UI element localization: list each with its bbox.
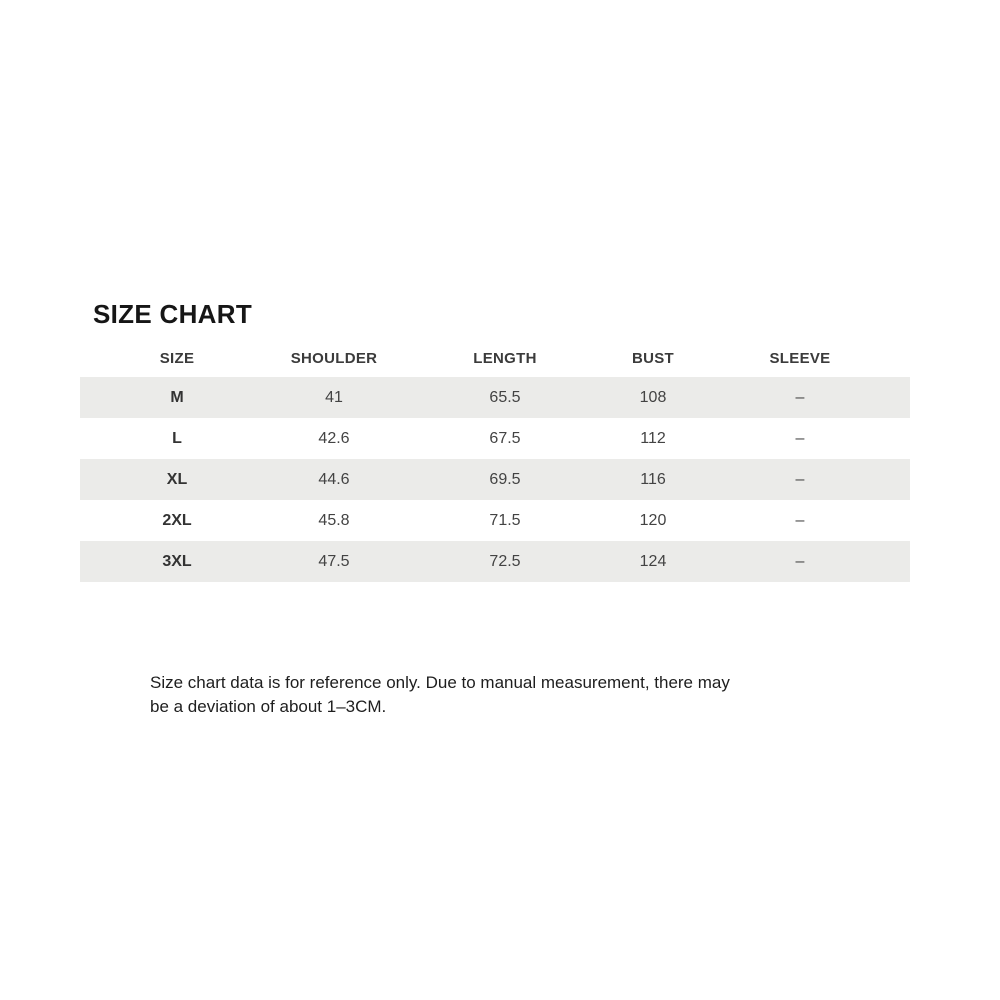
page-title: SIZE CHART [93, 299, 252, 343]
value-cell: 47.5 [318, 552, 350, 570]
size-table-body [80, 377, 910, 582]
column-header: SHOULDER [290, 349, 378, 367]
size-cell: XL [166, 470, 188, 488]
size-table [80, 339, 910, 582]
value-cell: 44.6 [318, 470, 350, 488]
table-row [80, 500, 910, 541]
value-cell: 65.5 [489, 388, 521, 406]
table-row [80, 377, 910, 418]
value-cell: 124 [639, 552, 667, 570]
column-header: SLEEVE [769, 349, 831, 367]
value-cell: – [795, 511, 805, 529]
size-cell: 3XL [162, 552, 192, 570]
size-cell: 2XL [162, 511, 192, 529]
size-table-header-row [80, 339, 910, 377]
size-cell: L [172, 429, 182, 447]
value-cell: 116 [640, 470, 666, 488]
value-cell: 41 [325, 388, 343, 406]
value-cell: 45.8 [318, 511, 350, 529]
value-cell: 67.5 [489, 429, 521, 447]
value-cell: 72.5 [489, 552, 521, 570]
value-cell: 71.5 [489, 511, 521, 529]
value-cell: 120 [639, 511, 667, 529]
value-cell: – [795, 429, 805, 447]
value-cell: – [795, 388, 805, 406]
value-cell: 69.5 [489, 470, 521, 488]
column-header: SIZE [159, 349, 195, 367]
footnote-line-2: be a deviation of about 1–3CM. [150, 697, 387, 716]
value-cell: – [795, 552, 805, 570]
value-cell: 112 [640, 429, 666, 447]
footnote [150, 671, 730, 719]
value-cell: 108 [639, 388, 667, 406]
column-header: BUST [631, 349, 675, 367]
value-cell: – [795, 470, 805, 488]
table-row [80, 459, 910, 500]
table-row [80, 541, 910, 582]
size-cell: M [170, 388, 184, 406]
value-cell: 42.6 [318, 429, 350, 447]
column-header: LENGTH [473, 349, 537, 367]
footnote-line-1: Size chart data is for reference only. Due to manual measurement, there may [150, 673, 730, 692]
table-row [80, 418, 910, 459]
